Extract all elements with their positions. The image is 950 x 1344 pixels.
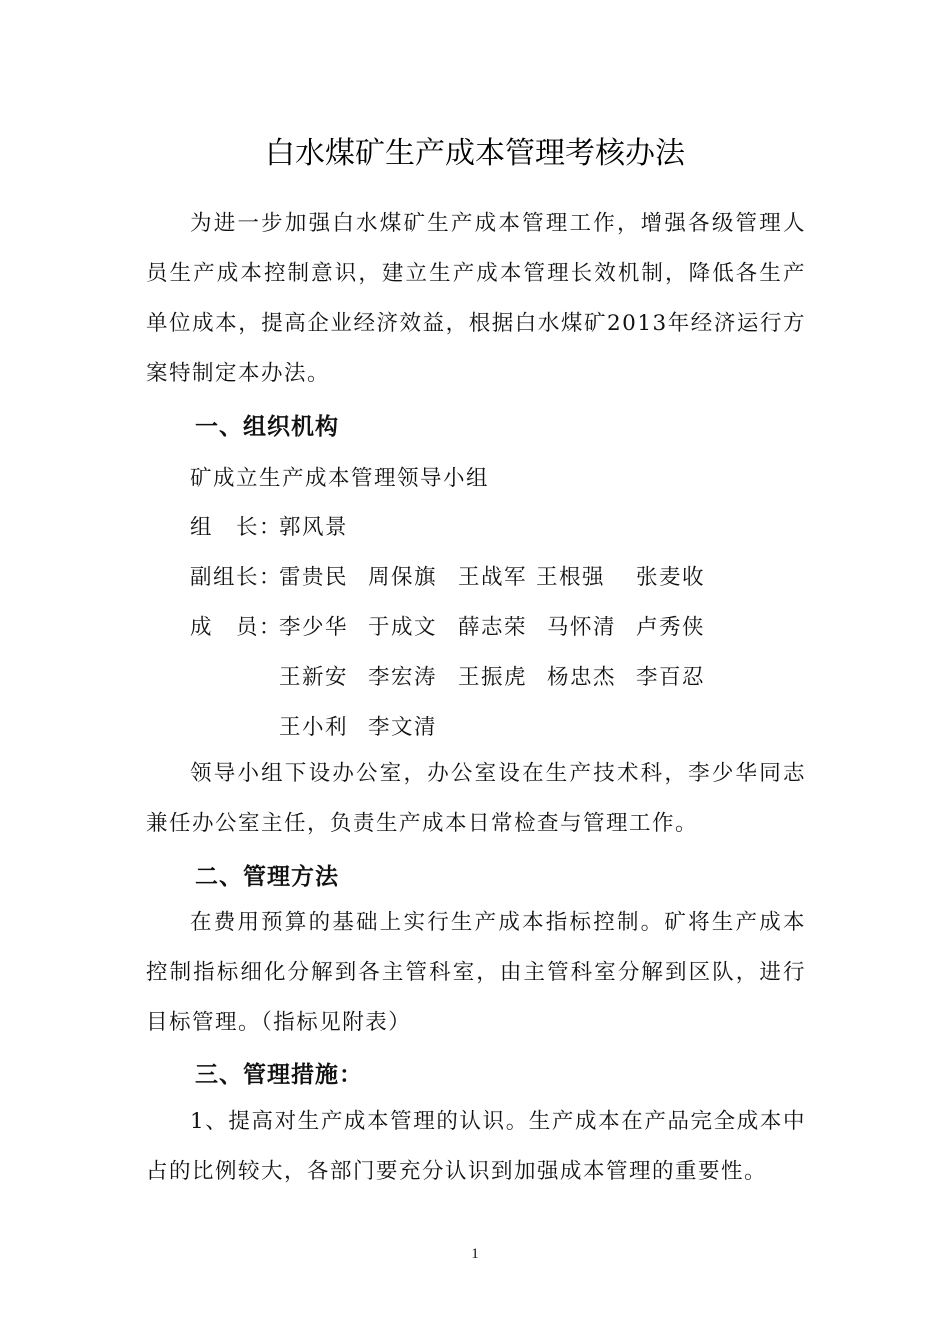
intro-paragraph: 为进一步加强白水煤矿生产成本管理工作，增强各级管理人员生产成本控制意识，建立生产成本管理长效机制，降低各生产单位成本，提高企业经济效益，根据白水煤矿2013年经济运行方案特制定本办法。	[146, 211, 806, 386]
member-name: 王小利	[279, 715, 349, 740]
leader-label: 组 长：	[190, 515, 283, 540]
page-number: 1	[471, 1246, 479, 1262]
member-name: 卢秀侠	[636, 615, 706, 640]
section1-heading: 一、组织机构	[195, 414, 339, 440]
section2-paragraph: 在费用预算的基础上实行生产成本指标控制。矿将生产成本控制指标细化分解到各主管科室，由主管科室分解到区队，进行目标管理。（指标见附表）	[146, 910, 806, 1035]
member-name: 李文清	[368, 715, 438, 740]
member-name: 马怀清	[547, 615, 617, 640]
section3-heading: 三、管理措施：	[195, 1062, 363, 1088]
deputy-name: 张麦收	[636, 565, 706, 590]
member-name: 李百忍	[636, 665, 706, 690]
document-title: 白水煤矿生产成本管理考核办法	[265, 136, 685, 171]
member-label: 成 员：	[190, 615, 283, 640]
leader-name: 郭风景	[279, 515, 349, 540]
member-name: 李少华	[279, 615, 349, 640]
member-name: 杨忠杰	[547, 665, 617, 690]
office-paragraph: 领导小组下设办公室，办公室设在生产技术科，李少华同志兼任办公室主任，负责生产成本日常检查与管理工作。	[146, 761, 806, 836]
deputy-label: 副组长：	[190, 565, 283, 590]
member-name: 王新安	[279, 665, 349, 690]
member-name: 李宏涛	[368, 665, 438, 690]
member-name: 薛志荣	[458, 615, 528, 640]
group-line: 矿成立生产成本管理领导小组	[190, 466, 490, 491]
deputy-name: 周保旗	[368, 565, 438, 590]
member-name: 于成文	[368, 615, 438, 640]
member-name: 王振虎	[458, 665, 528, 690]
section3-item1: 1、提高对生产成本管理的认识。生产成本在产品完全成本中占的比例较大，各部门要充分认识到加强成本管理的重要性。	[146, 1109, 806, 1184]
section2-heading: 二、管理方法	[195, 864, 339, 890]
deputy-name: 王战军	[458, 565, 528, 590]
deputy-name: 王根强	[536, 565, 606, 590]
deputy-name: 雷贵民	[279, 565, 349, 590]
